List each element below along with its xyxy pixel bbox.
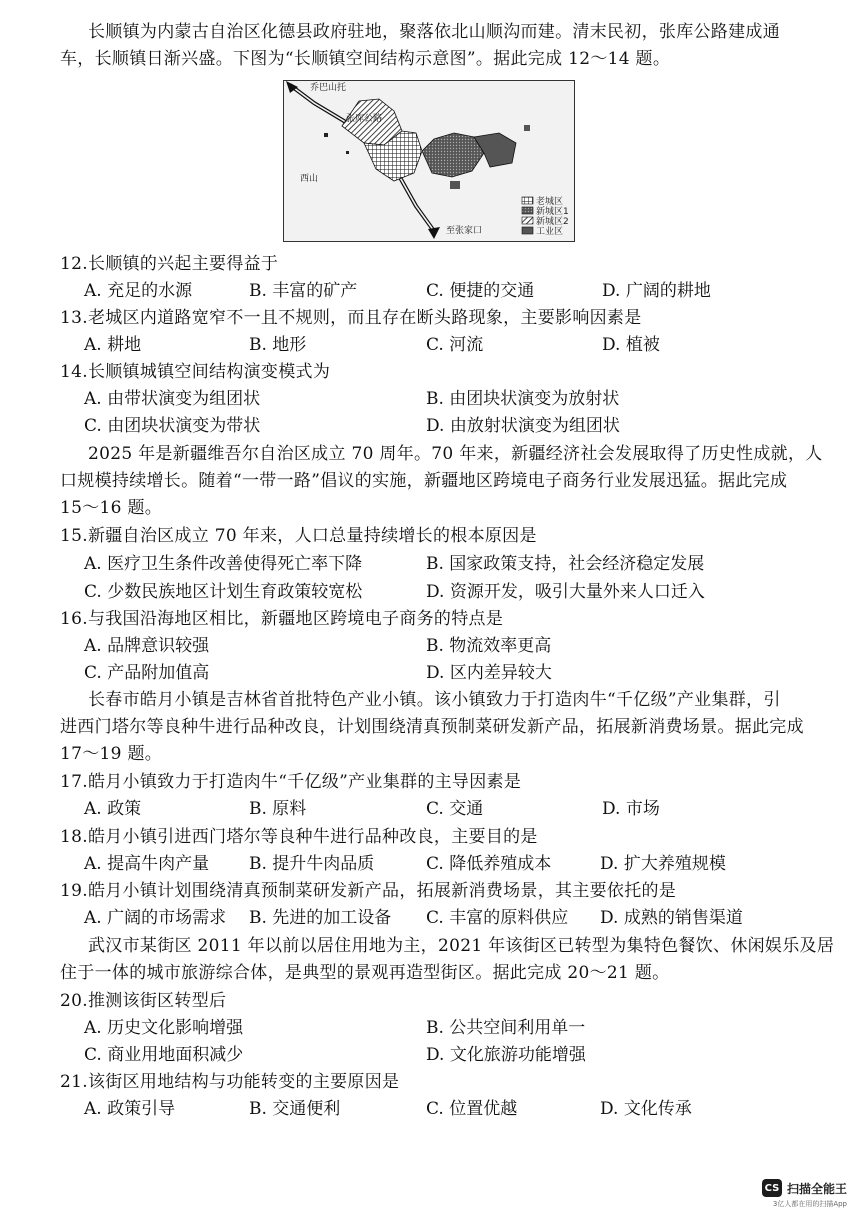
option-19-d: D. 成熟的销售渠道 — [600, 908, 743, 928]
option-16-d: D. 区内差异较大 — [426, 663, 552, 683]
question-number: 16. — [60, 609, 88, 629]
option-14-a: A. 由带状演变为组团状 — [84, 389, 261, 409]
option-15-a: A. 医疗卫生条件改善使得死亡率下降 — [84, 554, 363, 574]
option-21-b: B. 交通便利 — [249, 1099, 341, 1119]
option-17-c: C. 交通 — [426, 799, 484, 819]
option-21-c: C. 位置优越 — [426, 1099, 518, 1119]
passage-4-line-2: 住于一体的城市旅游综合体，是典型的景观再造型街区。据此完成 20～21 题。 — [60, 963, 670, 983]
option-20-c: C. 商业用地面积减少 — [84, 1045, 244, 1065]
map-svg — [284, 81, 574, 241]
passage-4-line-1: 武汉市某街区 2011 年以前以居住用地为主，2021 年该街区已转型为集特色餐饮、休闲娱乐及居 — [88, 936, 835, 956]
option-15-b: B. 国家政策支持，社会经济稳定发展 — [426, 554, 705, 574]
option-17-d: D. 市场 — [602, 799, 660, 819]
option-12-d: D. 广阔的耕地 — [602, 281, 711, 301]
option-14-d: D. 由放射状演变为组团状 — [426, 416, 620, 436]
passage-3-line-2: 进西门塔尔等良种牛进行品种改良，计划围绕清真预制菜研发新产品，拓展新消费场景。据此完成 — [60, 717, 804, 737]
question-19 — [60, 879, 676, 903]
map-label-top: 乔巴山托 — [310, 83, 347, 93]
question-number: 21. — [60, 1072, 88, 1092]
question-13 — [60, 306, 642, 330]
option-13-d: D. 植被 — [602, 335, 660, 355]
question-number: 17. — [60, 772, 88, 792]
legend-new-city-2: 新城区2 — [536, 217, 569, 227]
legend-new-city-1: 新城区1 — [536, 207, 569, 217]
new-city-1-zone — [422, 133, 484, 177]
question-number: 15. — [60, 526, 88, 546]
question-15 — [60, 524, 537, 548]
question-number: 20. — [60, 991, 88, 1011]
question-number: 14. — [60, 362, 88, 382]
question-stem: 皓月小镇致力于打造肉牛“千亿级”产业集群的主导因素是 — [87, 772, 522, 792]
option-12-a: A. 充足的水源 — [84, 281, 193, 301]
arrow-head — [428, 227, 440, 239]
map-label-west: 西山 — [300, 174, 319, 184]
question-20 — [60, 989, 226, 1013]
option-12-c: C. 便捷的交通 — [426, 281, 535, 301]
option-20-d: D. 文化旅游功能增强 — [426, 1045, 586, 1065]
option-21-a: A. 政策引导 — [84, 1099, 176, 1119]
passage-2-line-3: 15～16 题。 — [60, 498, 163, 518]
option-16-c: C. 产品附加值高 — [84, 663, 210, 683]
legend-industrial: 工业区 — [536, 227, 564, 237]
option-20-b: B. 公共空间利用单一 — [426, 1018, 586, 1038]
option-13-b: B. 地形 — [249, 335, 307, 355]
question-number: 19. — [60, 881, 88, 901]
question-12 — [60, 252, 278, 276]
question-21 — [60, 1070, 399, 1094]
question-16 — [60, 607, 503, 631]
question-18 — [60, 825, 538, 849]
map-label-road: 张库公路 — [346, 114, 383, 124]
scanner-logo-icon: CS — [762, 1179, 782, 1197]
question-number: 18. — [60, 827, 88, 847]
question-stem: 新疆自治区成立 70 年来，人口总量持续增长的根本原因是 — [87, 526, 537, 546]
question-stem: 推测该街区转型后 — [87, 991, 227, 1011]
option-17-b: B. 原料 — [249, 799, 307, 819]
legend-old-city: 老城区 — [536, 197, 564, 207]
option-14-b: B. 由团块状演变为放射状 — [426, 389, 620, 409]
option-21-d: D. 文化传承 — [600, 1099, 692, 1119]
question-stem: 长顺镇的兴起主要得益于 — [87, 254, 279, 274]
option-17-a: A. 政策 — [84, 799, 142, 819]
passage-3-line-1: 长春市皓月小镇是吉林省首批特色产业小镇。该小镇致力于打造肉牛“千亿级”产业集群，引 — [88, 690, 781, 710]
question-stem: 老城区内道路宽窄不一且不规则，而且存在断头路现象，主要影响因素是 — [87, 308, 642, 328]
question-stem: 该街区用地结构与功能转变的主要原因是 — [87, 1072, 400, 1092]
option-18-d: D. 扩大养殖规模 — [600, 854, 726, 874]
scanner-app-name: 扫描全能王 — [786, 1181, 847, 1196]
map-label-bottom: 至张家口 — [446, 226, 483, 236]
question-17 — [60, 770, 521, 794]
question-stem: 皓月小镇计划围绕清真预制菜研发新产品，拓展新消费场景，其主要依托的是 — [87, 881, 677, 901]
passage-1-line-2: 车，长顺镇日渐兴盛。下图为“长顺镇空间结构示意图”。据此完成 12～14 题。 — [60, 49, 671, 69]
passage-3-line-3: 17～19 题。 — [60, 744, 163, 764]
option-12-b: B. 丰富的矿产 — [249, 281, 358, 301]
option-18-a: A. 提高牛肉产量 — [84, 854, 210, 874]
scanner-tagline: 3亿人都在用的扫描App — [772, 1200, 847, 1208]
option-19-c: C. 丰富的原料供应 — [426, 908, 569, 928]
town-structure-map — [283, 80, 575, 242]
question-number: 13. — [60, 308, 88, 328]
option-19-a: A. 广阔的市场需求 — [84, 908, 227, 928]
scanner-watermark — [762, 1179, 847, 1209]
option-16-a: A. 品牌意识较强 — [84, 636, 210, 656]
question-stem: 与我国沿海地区相比，新疆地区跨境电子商务的特点是 — [87, 609, 504, 629]
option-20-a: A. 历史文化影响增强 — [84, 1018, 244, 1038]
question-stem: 长顺镇城镇空间结构演变模式为 — [87, 362, 331, 382]
map-legend — [522, 195, 569, 237]
option-15-c: C. 少数民族地区计划生育政策较宽松 — [84, 582, 363, 602]
option-19-b: B. 先进的加工设备 — [249, 908, 392, 928]
option-18-c: C. 降低养殖成本 — [426, 854, 552, 874]
option-16-b: B. 物流效率更高 — [426, 636, 552, 656]
question-number: 12. — [60, 254, 88, 274]
option-14-c: C. 由团块状演变为带状 — [84, 416, 261, 436]
passage-2-line-1: 2025 年是新疆维吾尔自治区成立 70 周年。70 年来，新疆经济社会发展取得了历史性成就，人 — [88, 444, 823, 464]
passage-1-line-1: 长顺镇为内蒙古自治区化德县政府驻地，聚落依北山顺沟而建。清末民初，张库公路建成通 — [88, 22, 780, 42]
question-14 — [60, 360, 330, 384]
option-18-b: B. 提升牛肉品质 — [249, 854, 375, 874]
option-15-d: D. 资源开发，吸引大量外来人口迁入 — [426, 582, 705, 602]
option-13-c: C. 河流 — [426, 335, 484, 355]
option-13-a: A. 耕地 — [84, 335, 142, 355]
question-stem: 皓月小镇引进西门塔尔等良种牛进行品种改良，主要目的是 — [87, 827, 538, 847]
passage-2-line-2: 口规模持续增长。随着“一带一路”倡议的实施，新疆地区跨境电子商务行业发展迅猛。据此完成 — [60, 471, 788, 491]
